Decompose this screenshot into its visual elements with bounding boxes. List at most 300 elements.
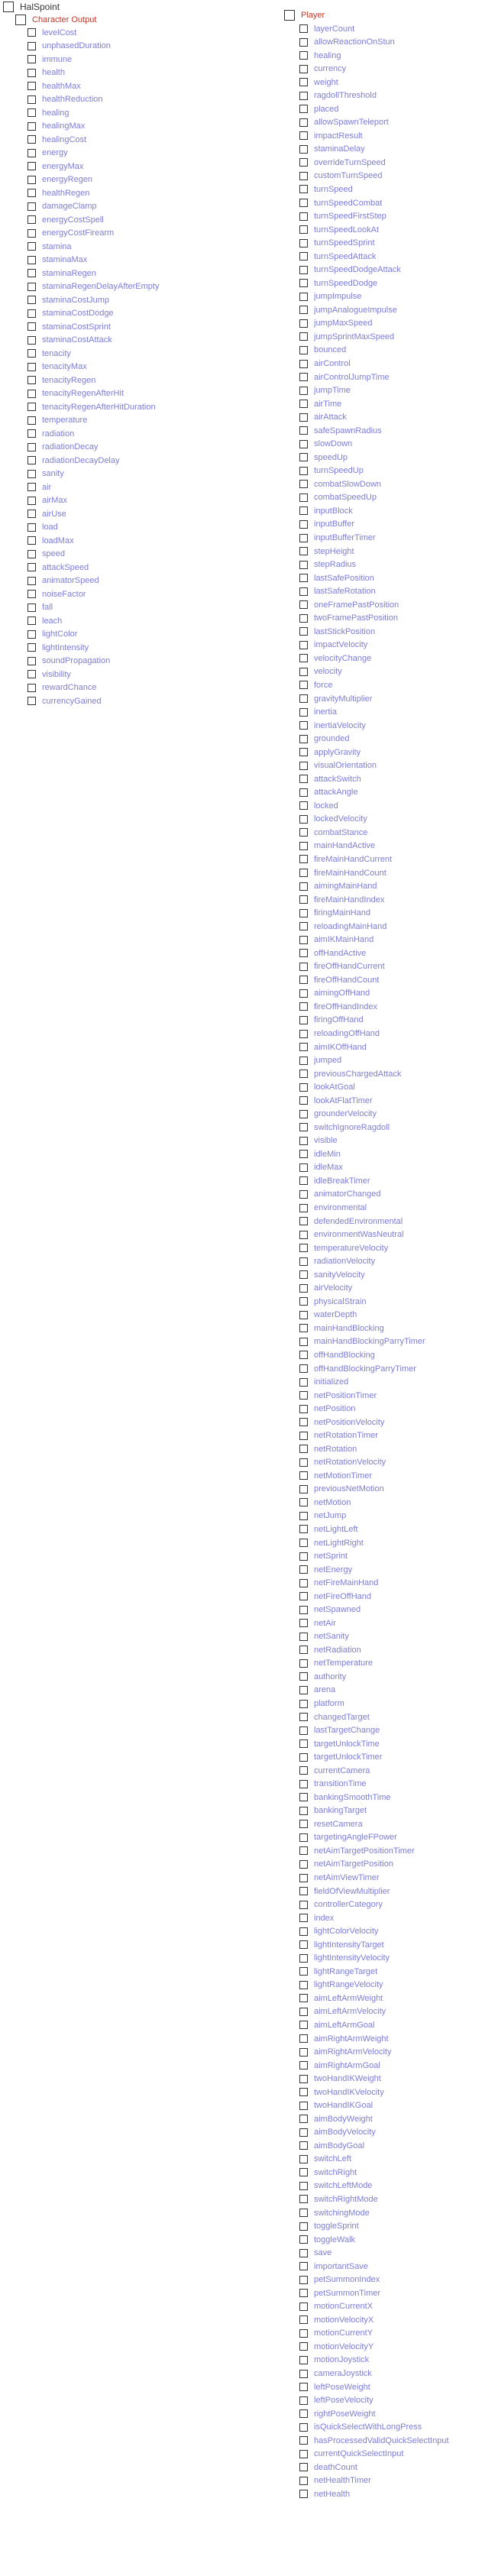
item-checkbox[interactable] <box>27 55 36 63</box>
item-checkbox[interactable] <box>299 480 308 488</box>
item-checkbox[interactable] <box>27 443 36 451</box>
item-checkbox[interactable] <box>299 1257 308 1266</box>
tree-item <box>299 2474 371 2487</box>
tree-item <box>299 1604 361 1616</box>
item-label: allowSpawnTeleport <box>314 118 389 128</box>
item-label: netAimTargetPositionTimer <box>314 1846 415 1856</box>
tree-item <box>299 1550 348 1563</box>
item-checkbox[interactable] <box>299 2061 308 2070</box>
item-checkbox[interactable] <box>299 279 308 287</box>
item-checkbox[interactable] <box>299 1860 308 1869</box>
item-checkbox[interactable] <box>299 574 308 582</box>
item-label: lightRangeVelocity <box>314 1980 383 1990</box>
tree-item <box>27 641 89 654</box>
item-checkbox[interactable] <box>27 536 36 545</box>
item-checkbox[interactable] <box>27 604 36 612</box>
item-checkbox[interactable] <box>299 185 308 193</box>
item-checkbox[interactable] <box>299 1713 308 1721</box>
item-label: placed <box>314 104 339 114</box>
item-checkbox[interactable] <box>299 360 308 368</box>
item-checkbox[interactable] <box>299 2342 308 2351</box>
item-checkbox[interactable] <box>299 212 308 221</box>
tree-item <box>299 2380 370 2393</box>
item-checkbox[interactable] <box>27 229 36 238</box>
item-checkbox[interactable] <box>299 1485 308 1493</box>
item-checkbox[interactable] <box>27 577 36 585</box>
tree-item <box>299 2086 384 2099</box>
item-checkbox[interactable] <box>299 1110 308 1118</box>
item-checkbox[interactable] <box>299 1619 308 1627</box>
item-checkbox[interactable] <box>299 78 308 86</box>
item-checkbox[interactable] <box>299 922 308 930</box>
item-checkbox[interactable] <box>299 1887 308 1895</box>
item-checkbox[interactable] <box>299 2396 308 2405</box>
tree-item <box>299 2394 374 2407</box>
item-checkbox[interactable] <box>27 69 36 77</box>
item-checkbox[interactable] <box>299 2034 308 2043</box>
item-checkbox[interactable] <box>299 306 308 314</box>
item-checkbox[interactable] <box>27 670 36 678</box>
item-checkbox[interactable] <box>299 828 308 837</box>
item-checkbox[interactable] <box>299 413 308 422</box>
item-checkbox[interactable] <box>27 376 36 384</box>
tree-item <box>299 1778 367 1791</box>
item-checkbox[interactable] <box>299 1083 308 1092</box>
item-checkbox[interactable] <box>299 641 308 649</box>
tree-item <box>299 625 375 638</box>
item-checkbox[interactable] <box>299 2276 308 2284</box>
item-checkbox[interactable] <box>299 426 308 435</box>
item-checkbox[interactable] <box>299 2075 308 2083</box>
item-checkbox[interactable] <box>299 1204 308 1212</box>
item-checkbox[interactable] <box>299 319 308 328</box>
item-checkbox[interactable] <box>299 494 308 502</box>
item-checkbox[interactable] <box>299 2048 308 2057</box>
item-checkbox[interactable] <box>299 2155 308 2163</box>
item-checkbox[interactable] <box>299 2262 308 2270</box>
tree-item <box>27 347 71 360</box>
item-checkbox[interactable] <box>27 456 36 464</box>
item-checkbox[interactable] <box>299 65 308 73</box>
item-checkbox[interactable] <box>299 2477 308 2485</box>
item-checkbox[interactable] <box>299 131 308 140</box>
item-label: fireOffHandCurrent <box>314 962 385 972</box>
item-checkbox[interactable] <box>299 989 308 998</box>
tree-item <box>299 1831 397 1844</box>
item-checkbox[interactable] <box>299 735 308 743</box>
tree-item <box>299 1255 375 1268</box>
item-checkbox[interactable] <box>299 1927 308 1936</box>
item-checkbox[interactable] <box>299 600 308 609</box>
tree-item <box>27 400 156 413</box>
item-checkbox[interactable] <box>27 510 36 518</box>
item-checkbox[interactable] <box>299 1807 308 1815</box>
item-checkbox[interactable] <box>299 2222 308 2231</box>
item-checkbox[interactable] <box>299 1057 308 1065</box>
item-checkbox[interactable] <box>299 1030 308 1038</box>
item-label: toggleWalk <box>314 2235 356 2244</box>
item-checkbox[interactable] <box>299 2128 308 2137</box>
item-checkbox[interactable] <box>299 708 308 717</box>
item-checkbox[interactable] <box>299 2356 308 2364</box>
item-checkbox[interactable] <box>299 1351 308 1359</box>
item-checkbox[interactable] <box>299 721 308 730</box>
item-checkbox[interactable] <box>27 429 36 438</box>
tree-item <box>299 1469 372 1482</box>
item-checkbox[interactable] <box>299 2168 308 2176</box>
item-checkbox[interactable] <box>299 1338 308 1346</box>
item-checkbox[interactable] <box>27 122 36 131</box>
item-checkbox[interactable] <box>299 1780 308 1788</box>
item-checkbox[interactable] <box>299 2008 308 2016</box>
item-checkbox[interactable] <box>299 1727 308 1735</box>
item-label: reloadingMainHand <box>314 921 387 931</box>
item-checkbox[interactable] <box>299 1471 308 1480</box>
item-checkbox[interactable] <box>299 1231 308 1239</box>
item-label: tenacityRegen <box>42 375 96 385</box>
tree-item <box>299 1348 375 1361</box>
item-label: tenacityRegenAfterHitDuration <box>42 402 156 412</box>
item-checkbox[interactable] <box>27 363 36 371</box>
item-checkbox[interactable] <box>27 657 36 665</box>
item-checkbox[interactable] <box>299 1874 308 1882</box>
item-checkbox[interactable] <box>27 416 36 425</box>
item-checkbox[interactable] <box>299 976 308 984</box>
tree-item <box>299 1898 383 1911</box>
item-checkbox[interactable] <box>299 38 308 47</box>
item-checkbox[interactable] <box>299 1646 308 1654</box>
item-label: lockedVelocity <box>314 814 367 824</box>
item-checkbox[interactable] <box>299 373 308 381</box>
item-checkbox[interactable] <box>299 1311 308 1319</box>
item-checkbox[interactable] <box>299 199 308 207</box>
item-checkbox[interactable] <box>299 346 308 354</box>
tree-item <box>299 719 366 732</box>
item-checkbox[interactable] <box>299 748 308 756</box>
tree-item <box>299 49 341 62</box>
item-checkbox[interactable] <box>299 51 308 60</box>
item-label: staminaRegenDelayAfterEmpty <box>42 282 160 291</box>
item-checkbox[interactable] <box>27 202 36 211</box>
tree-item <box>299 1215 403 1228</box>
item-checkbox[interactable] <box>299 506 308 515</box>
item-label: healthReduction <box>42 95 103 104</box>
item-checkbox[interactable] <box>299 400 308 408</box>
item-checkbox[interactable] <box>27 108 36 117</box>
item-label: inertia <box>314 707 337 717</box>
item-checkbox[interactable] <box>299 453 308 461</box>
item-checkbox[interactable] <box>299 105 308 113</box>
item-checkbox[interactable] <box>299 855 308 863</box>
item-checkbox[interactable] <box>299 1994 308 2002</box>
tree-item <box>299 2247 331 2260</box>
item-label: turnSpeedDodge <box>314 278 378 288</box>
item-checkbox[interactable] <box>299 1739 308 1748</box>
item-checkbox[interactable] <box>299 614 308 623</box>
item-checkbox[interactable] <box>299 534 308 542</box>
tree-item <box>299 2018 374 2031</box>
item-checkbox[interactable] <box>299 2182 308 2190</box>
item-checkbox[interactable] <box>27 590 36 598</box>
item-checkbox[interactable] <box>299 801 308 810</box>
item-checkbox[interactable] <box>299 1539 308 1547</box>
player-checkbox[interactable] <box>284 10 295 21</box>
item-checkbox[interactable] <box>299 2088 308 2096</box>
item-label: netEnergy <box>314 1565 353 1574</box>
item-checkbox[interactable] <box>27 483 36 491</box>
item-checkbox[interactable] <box>299 949 308 957</box>
character-output-checkbox[interactable] <box>15 15 26 25</box>
item-label: jumped <box>314 1056 342 1066</box>
item-checkbox[interactable] <box>299 2303 308 2311</box>
item-checkbox[interactable] <box>299 520 308 529</box>
item-checkbox[interactable] <box>27 643 36 652</box>
item-checkbox[interactable] <box>299 145 308 154</box>
item-checkbox[interactable] <box>299 1364 308 1373</box>
item-checkbox[interactable] <box>299 24 308 33</box>
item-checkbox[interactable] <box>299 2209 308 2217</box>
item-checkbox[interactable] <box>299 1633 308 1641</box>
item-checkbox[interactable] <box>27 497 36 505</box>
item-checkbox[interactable] <box>299 654 308 662</box>
item-checkbox[interactable] <box>299 1244 308 1252</box>
item-checkbox[interactable] <box>27 550 36 558</box>
item-checkbox[interactable] <box>27 684 36 692</box>
item-checkbox[interactable] <box>299 1043 308 1051</box>
item-checkbox[interactable] <box>299 1672 308 1681</box>
tree-item <box>299 813 367 826</box>
item-checkbox[interactable] <box>299 1445 308 1453</box>
item-checkbox[interactable] <box>299 118 308 127</box>
item-checkbox[interactable] <box>299 1163 308 1172</box>
tree-item <box>299 2180 372 2193</box>
item-checkbox[interactable] <box>299 1176 308 1185</box>
item-checkbox[interactable] <box>299 788 308 797</box>
item-checkbox[interactable] <box>299 2115 308 2123</box>
item-checkbox[interactable] <box>299 1686 308 1694</box>
item-checkbox[interactable] <box>27 697 36 705</box>
item-checkbox[interactable] <box>299 694 308 703</box>
item-checkbox[interactable] <box>299 681 308 689</box>
item-checkbox[interactable] <box>299 239 308 248</box>
item-checkbox[interactable] <box>299 1418 308 1426</box>
item-checkbox[interactable] <box>299 2315 308 2324</box>
item-checkbox[interactable] <box>299 2102 308 2110</box>
item-checkbox[interactable] <box>299 1552 308 1561</box>
item-checkbox[interactable] <box>27 390 36 398</box>
item-checkbox[interactable] <box>27 616 36 625</box>
item-checkbox[interactable] <box>299 882 308 891</box>
item-checkbox[interactable] <box>299 1016 308 1024</box>
item-checkbox[interactable] <box>27 176 36 184</box>
item-checkbox[interactable] <box>27 403 36 411</box>
item-checkbox[interactable] <box>299 1981 308 1989</box>
tree-item <box>299 2193 378 2205</box>
item-checkbox[interactable] <box>27 42 36 50</box>
item-label: inertiaVelocity <box>314 720 366 730</box>
item-checkbox[interactable] <box>299 1137 308 1145</box>
item-checkbox[interactable] <box>299 909 308 917</box>
item-checkbox[interactable] <box>27 242 36 251</box>
item-checkbox[interactable] <box>299 2370 308 2378</box>
item-checkbox[interactable] <box>299 1914 308 1922</box>
item-checkbox[interactable] <box>299 762 308 770</box>
item-label: fireMainHandIndex <box>314 895 385 905</box>
item-checkbox[interactable] <box>27 82 36 90</box>
item-checkbox[interactable] <box>27 296 36 304</box>
item-label: turnSpeedFirstStep <box>314 212 386 222</box>
item-checkbox[interactable] <box>299 775 308 783</box>
item-label: save <box>314 2248 332 2258</box>
item-checkbox[interactable] <box>299 2409 308 2418</box>
tree-item <box>299 1577 378 1590</box>
item-checkbox[interactable] <box>299 1096 308 1105</box>
item-checkbox[interactable] <box>299 387 308 395</box>
item-checkbox[interactable] <box>299 467 308 475</box>
item-checkbox[interactable] <box>299 963 308 971</box>
tree-item <box>299 277 377 290</box>
tree-item <box>27 66 65 79</box>
item-checkbox[interactable] <box>299 1070 308 1078</box>
item-checkbox[interactable] <box>299 1793 308 1801</box>
item-checkbox[interactable] <box>27 470 36 478</box>
item-checkbox[interactable] <box>299 293 308 301</box>
item-label: netHealthTimer <box>314 2476 371 2486</box>
item-checkbox[interactable] <box>299 1405 308 1413</box>
item-checkbox[interactable] <box>299 1150 308 1158</box>
item-checkbox[interactable] <box>299 1766 308 1775</box>
item-checkbox[interactable] <box>299 1592 308 1600</box>
item-checkbox[interactable] <box>299 1659 308 1668</box>
item-checkbox[interactable] <box>299 2235 308 2244</box>
item-checkbox[interactable] <box>299 1954 308 1963</box>
item-checkbox[interactable] <box>299 1190 308 1199</box>
item-checkbox[interactable] <box>299 332 308 341</box>
item-checkbox[interactable] <box>299 225 308 234</box>
item-checkbox[interactable] <box>299 561 308 569</box>
tree-item <box>299 424 382 437</box>
item-checkbox[interactable] <box>299 2021 308 2029</box>
item-label: airControl <box>314 359 351 368</box>
root-checkbox[interactable] <box>3 2 14 12</box>
item-checkbox[interactable] <box>299 1512 308 1520</box>
item-checkbox[interactable] <box>27 523 36 532</box>
item-checkbox[interactable] <box>299 842 308 850</box>
item-checkbox[interactable] <box>299 1967 308 1976</box>
item-checkbox[interactable] <box>27 322 36 331</box>
item-checkbox[interactable] <box>27 215 36 224</box>
item-checkbox[interactable] <box>299 2141 308 2150</box>
item-checkbox[interactable] <box>299 895 308 904</box>
item-checkbox[interactable] <box>299 1525 308 1533</box>
item-checkbox[interactable] <box>27 269 36 277</box>
item-label: waterDepth <box>314 1310 357 1320</box>
item-checkbox[interactable] <box>299 2195 308 2203</box>
item-checkbox[interactable] <box>299 1846 308 1855</box>
item-checkbox[interactable] <box>299 1378 308 1387</box>
item-checkbox[interactable] <box>299 92 308 100</box>
item-checkbox[interactable] <box>299 1270 308 1279</box>
item-checkbox[interactable] <box>299 2383 308 2391</box>
item-checkbox[interactable] <box>299 158 308 167</box>
item-checkbox[interactable] <box>299 1391 308 1400</box>
item-checkbox[interactable] <box>299 2289 308 2297</box>
item-checkbox[interactable] <box>299 1579 308 1587</box>
item-checkbox[interactable] <box>27 162 36 170</box>
item-checkbox[interactable] <box>299 1002 308 1011</box>
item-checkbox[interactable] <box>299 1700 308 1708</box>
item-checkbox[interactable] <box>27 349 36 358</box>
item-checkbox[interactable] <box>299 2423 308 2432</box>
item-checkbox[interactable] <box>299 1940 308 1949</box>
item-checkbox[interactable] <box>299 1565 308 1574</box>
item-checkbox[interactable] <box>27 95 36 104</box>
tree-item <box>299 947 366 960</box>
item-checkbox[interactable] <box>27 189 36 197</box>
item-checkbox[interactable] <box>27 563 36 571</box>
item-checkbox[interactable] <box>299 266 308 274</box>
item-label: inputBuffer <box>314 519 355 529</box>
item-checkbox[interactable] <box>299 587 308 596</box>
item-checkbox[interactable] <box>299 2463 308 2471</box>
item-checkbox[interactable] <box>27 28 36 37</box>
item-checkbox[interactable] <box>299 1606 308 1614</box>
item-checkbox[interactable] <box>299 2490 308 2498</box>
item-label: leftPoseVelocity <box>314 2396 374 2406</box>
tree-item <box>299 170 382 183</box>
item-checkbox[interactable] <box>299 1498 308 1506</box>
item-label: lastTargetChange <box>314 1726 380 1736</box>
item-checkbox[interactable] <box>299 869 308 877</box>
item-checkbox[interactable] <box>299 1432 308 1440</box>
item-checkbox[interactable] <box>299 1123 308 1131</box>
item-checkbox[interactable] <box>27 336 36 345</box>
item-checkbox[interactable] <box>27 283 36 291</box>
item-checkbox[interactable] <box>299 2450 308 2458</box>
item-checkbox[interactable] <box>299 936 308 944</box>
tree-item <box>299 1202 367 1215</box>
item-checkbox[interactable] <box>299 627 308 636</box>
item-checkbox[interactable] <box>299 1458 308 1467</box>
item-checkbox[interactable] <box>299 1901 308 1909</box>
item-checkbox[interactable] <box>299 1324 308 1332</box>
item-checkbox[interactable] <box>299 1297 308 1306</box>
item-checkbox[interactable] <box>299 172 308 180</box>
item-checkbox[interactable] <box>299 2329 308 2338</box>
item-checkbox[interactable] <box>299 2249 308 2257</box>
item-checkbox[interactable] <box>299 1753 308 1762</box>
item-checkbox[interactable] <box>299 2436 308 2445</box>
item-checkbox[interactable] <box>299 547 308 555</box>
item-label: fieldOfViewMultiplier <box>314 1886 390 1896</box>
item-checkbox[interactable] <box>299 252 308 261</box>
item-label: netFireOffHand <box>314 1591 372 1601</box>
item-checkbox[interactable] <box>299 1833 308 1842</box>
item-checkbox[interactable] <box>27 135 36 144</box>
item-checkbox[interactable] <box>299 1284 308 1293</box>
tree-item <box>27 507 66 520</box>
item-checkbox[interactable] <box>299 440 308 448</box>
item-checkbox[interactable] <box>299 1217 308 1225</box>
item-checkbox[interactable] <box>299 815 308 824</box>
item-checkbox[interactable] <box>27 630 36 639</box>
item-checkbox[interactable] <box>27 149 36 157</box>
item-label: layerCount <box>314 24 355 34</box>
item-checkbox[interactable] <box>27 256 36 264</box>
item-checkbox[interactable] <box>299 668 308 676</box>
item-checkbox[interactable] <box>27 309 36 318</box>
item-checkbox[interactable] <box>299 1820 308 1828</box>
